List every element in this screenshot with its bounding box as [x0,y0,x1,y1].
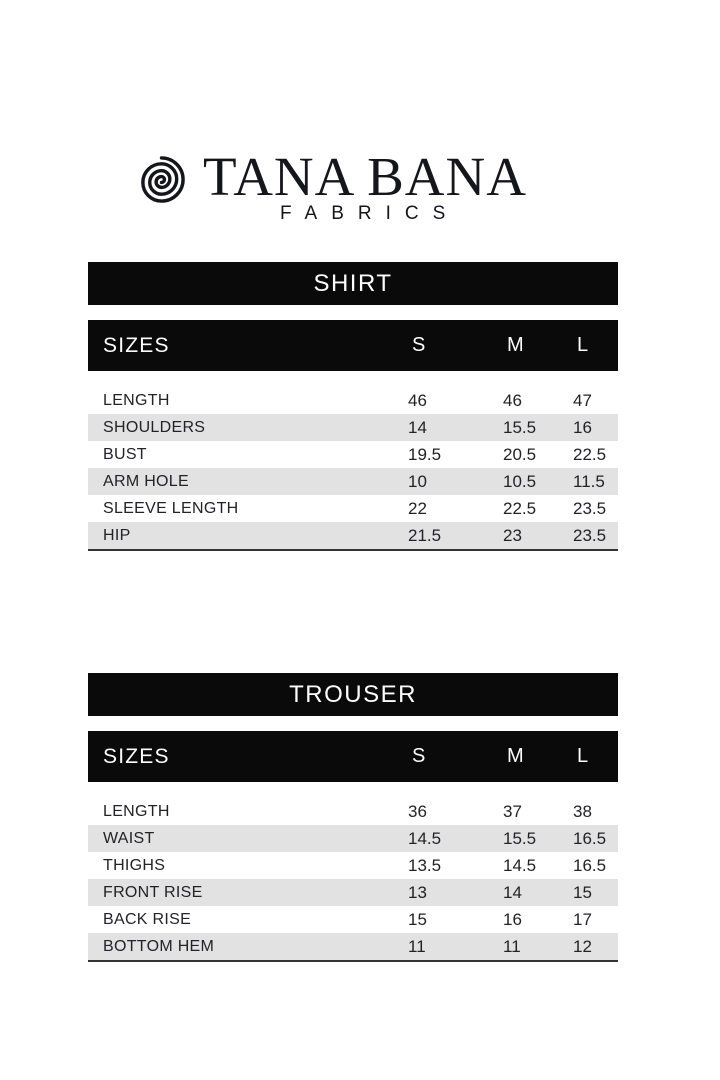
value-m: 11 [503,936,521,956]
value-m: 16 [503,909,522,929]
row-label: SLEEVE LENGTH [103,499,239,517]
table-row [88,906,618,933]
value-l: 16.5 [573,828,607,848]
value-m: 14.5 [503,855,537,875]
value-s: 10 [408,471,427,491]
value-m: 20.5 [503,444,537,464]
size-column-s: S [412,334,426,356]
shirt-section-header [88,262,618,305]
value-l: 47 [573,390,592,410]
table-row [88,468,618,495]
row-label: FRONT RISE [103,883,203,901]
value-m: 46 [503,390,522,410]
table-row [88,825,618,852]
row-label: HIP [103,526,131,544]
value-l: 17 [573,909,592,929]
value-m: 15.5 [503,417,537,437]
value-s: 14.5 [408,828,442,848]
table-row [88,522,618,549]
value-s: 11 [408,936,426,956]
value-s: 15 [408,909,427,929]
trouser-measurement-table [88,798,618,962]
row-label: BUST [103,445,147,463]
table-row [88,879,618,906]
sizes-label: SIZES [103,744,170,768]
row-label: LENGTH [103,391,170,409]
value-s: 13 [408,882,427,902]
row-label: WAIST [103,829,155,847]
shirt-sizes-header-row [88,320,618,371]
value-s: 21.5 [408,525,442,545]
value-l: 16 [573,417,592,437]
table-row [88,414,618,441]
value-m: 15.5 [503,828,537,848]
row-label: SHOULDERS [103,418,206,436]
value-s: 13.5 [408,855,442,875]
table-row [88,495,618,522]
value-s: 36 [408,801,427,821]
value-l: 11.5 [573,471,605,491]
shirt-size-chart [88,262,618,551]
value-l: 22.5 [573,444,607,464]
size-column-s: S [412,745,426,767]
value-l: 38 [573,801,592,821]
table-row [88,852,618,879]
row-label: BACK RISE [103,910,192,928]
value-m: 22.5 [503,498,537,518]
trouser-size-chart [88,673,618,962]
row-label: LENGTH [103,802,170,820]
size-column-m: M [507,334,524,356]
brand-name: TANA BANA [203,146,527,207]
value-s: 14 [408,417,427,437]
brand-subtitle: FABRICS [280,203,460,224]
value-m: 10.5 [503,471,537,491]
value-m: 14 [503,882,522,902]
value-l: 23.5 [573,498,607,518]
value-m: 23 [503,525,522,545]
value-s: 19.5 [408,444,442,464]
row-label: BOTTOM HEM [103,937,215,955]
value-l: 23.5 [573,525,607,545]
sizes-label: SIZES [103,333,170,357]
row-label: ARM HOLE [103,472,189,490]
value-l: 16.5 [573,855,607,875]
value-l: 15 [573,882,592,902]
value-m: 37 [503,801,522,821]
table-row [88,441,618,468]
value-l: 12 [573,936,592,956]
spiral-icon [136,154,187,205]
shirt-measurement-table [88,387,618,551]
trouser-section-title: TROUSER [289,680,417,708]
value-s: 46 [408,390,427,410]
shirt-section-title: SHIRT [313,269,393,297]
table-row [88,387,618,414]
value-s: 22 [408,498,427,518]
size-column-m: M [507,745,524,767]
size-column-l: L [577,334,589,356]
trouser-sizes-header-row [88,731,618,782]
table-row [88,933,618,960]
size-column-l: L [577,745,589,767]
trouser-section-header [88,673,618,716]
row-label: THIGHS [103,856,166,874]
table-row [88,798,618,825]
